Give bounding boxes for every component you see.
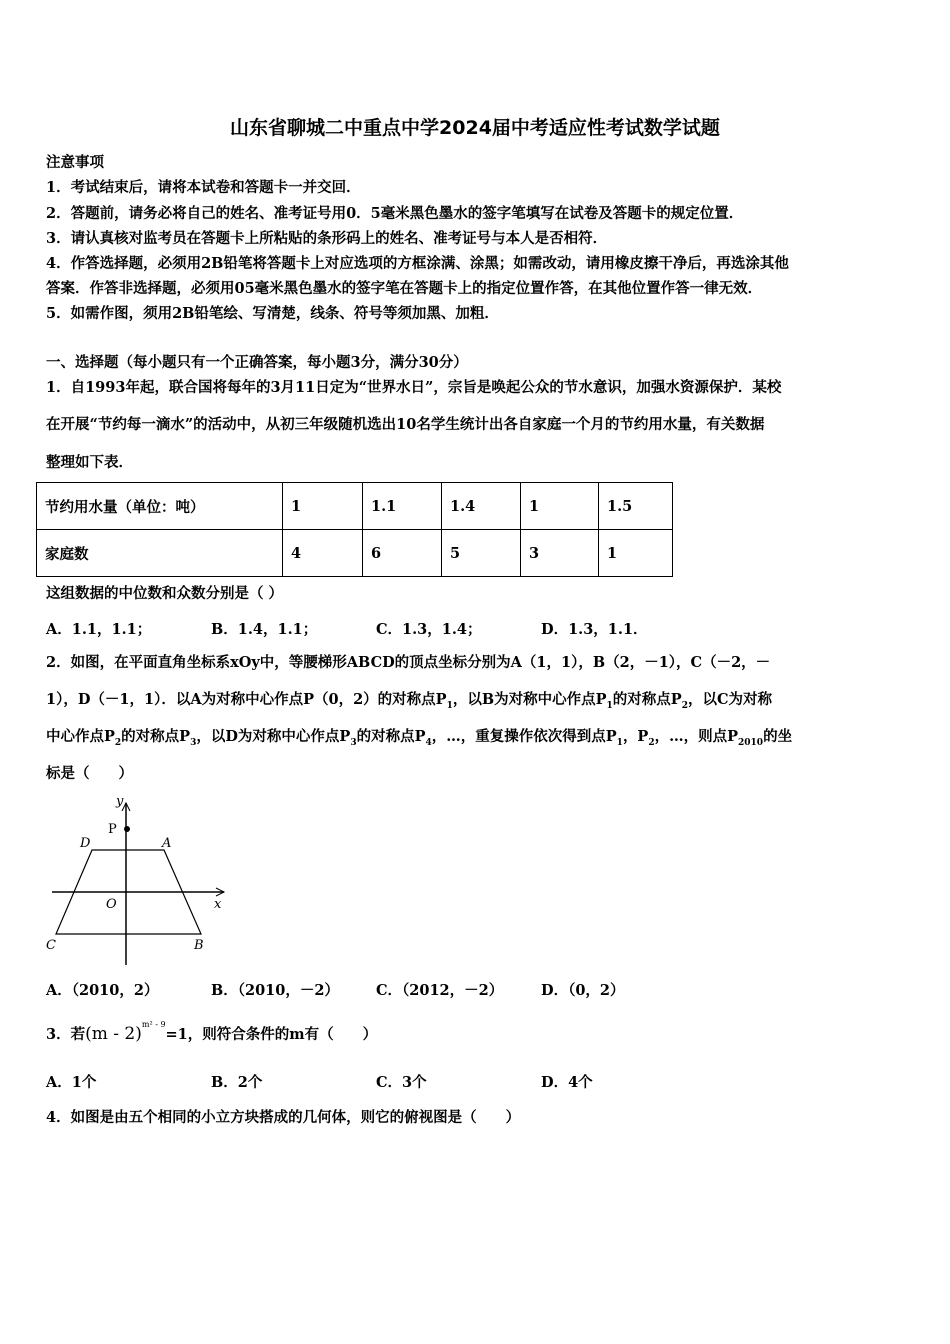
table-cell: 家庭数 [37,530,283,577]
q2-option-b[interactable]: B．（2010，－2） [211,982,339,999]
table-cell: 1.5 [599,483,673,530]
q3-text: 3．若(m - 2)$^{m^2 - 9}$=1，则符合条件的m有（ ） [46,1020,378,1044]
q1-option-b[interactable]: B．1.4，1.1； [211,621,318,638]
q3-option-c[interactable]: C．3个 [376,1074,427,1091]
q3-option-b[interactable]: B．2个 [211,1074,263,1091]
q2-text: 标是（ ） [46,765,133,782]
table-cell: 5 [442,530,521,577]
notice-item: 3．请认真核对监考员在答题卡上所粘贴的条形码上的姓名、准考证号与本人是否相符． [46,230,608,247]
q2-text: 1），D（－1，1）．以A为对称中心作点P（0，2）的对称点$P_1$，以B为对称中心作点$P_1$的对称点$P_2$，以C为对称 [46,691,772,711]
notice-item: 5．如需作图，须用2B铅笔绘、写清楚，线条、符号等须加黑、加粗． [46,305,499,322]
table-row [37,483,673,530]
label-b: B [194,938,204,953]
notice-item: 1．考试结束后，请将本试卷和答题卡一并交回． [46,179,361,196]
q2-option-d[interactable]: D．（0，2） [541,982,625,999]
q1-option-d[interactable]: D．1.3，1.1． [541,621,648,638]
table-cell: 1 [521,483,599,530]
notice-item: 答案．作答非选择题，必须用05毫米黑色墨水的签字笔在答题卡上的指定位置作答，在其他位置作答一律无效． [46,280,763,297]
q1-text: 整理如下表． [46,454,133,471]
q4-text: 4．如图是由五个相同的小立方块搭成的几何体，则它的俯视图是（ ） [46,1109,521,1126]
trapezoid-coordinate-figure [44,793,229,968]
notice-heading: 注意事项 [46,154,104,171]
table-cell: 1 [599,530,673,577]
q3-formula-base: (m - 2) [85,1024,142,1044]
table-cell: 3 [521,530,599,577]
table-cell: 6 [363,530,442,577]
label-o: O [106,897,117,912]
table-row [37,530,673,577]
q1-data-table [36,482,673,577]
table-cell: 1.4 [442,483,521,530]
q2-option-c[interactable]: C．（2012，－2） [376,982,504,999]
notice-item: 2．答题前，请务必将自己的姓名、准考证号用0．5毫米黑色墨水的签字笔填写在试卷及答题卡的规定位置． [46,205,744,222]
q1-text: 1．自1993年起，联合国将每年的3月11日定为“世界水日”，宗旨是唤起公众的节水意识，加强水资源保护．某校 [46,379,782,396]
table-cell: 4 [283,530,363,577]
page-title: 山东省聊城二中重点中学2024届中考适应性考试数学试题 [230,117,720,139]
table-cell: 节约用水量（单位：吨） [37,483,283,530]
notice-item: 4．作答选择题，必须用2B铅笔将答题卡上对应选项的方框涂满、涂黑；如需改动，请用橡皮擦干净后，再选涂其他 [46,255,789,272]
label-p: P [108,822,117,837]
q1-option-c[interactable]: C．1.3，1.4； [376,621,482,638]
table-cell: 1 [283,483,363,530]
point-p [124,826,130,832]
q3-formula-exponent: m² - 9 [141,1020,166,1029]
q2-text: 中心作点$P_2$的对称点$P_3$，以D为对称中心作点$P_3$的对称点$P_4$，…，重复操作依次得到点$P_1$，$P_2$，…，则点$P_{2010}$的坐 [46,728,793,748]
table-cell: 1.1 [363,483,442,530]
q1-question: 这组数据的中位数和众数分别是（ ） [46,585,284,602]
q2-text: 2．如图，在平面直角坐标系xOy中，等腰梯形ABCD的顶点坐标分别为A（1，1），B（2，－1），C（－2，－ [46,654,771,671]
q1-text: 在开展“节约每一滴水”的活动中，从初三年级随机选出10名学生统计出各自家庭一个月的节约用水量，有关数据 [46,416,765,433]
label-c: C [46,938,56,953]
section-heading: 一、选择题（每小题只有一个正确答案，每小题3分，满分30分） [46,354,468,371]
q2-option-a[interactable]: A．（2010，2） [46,982,159,999]
q3-option-a[interactable]: A．1个 [46,1074,97,1091]
label-d: D [80,836,91,851]
q1-option-a[interactable]: A．1.1，1.1； [46,621,152,638]
label-x: x [214,897,222,912]
q3-option-d[interactable]: D．4个 [541,1074,593,1091]
label-y: y [116,794,124,809]
label-a: A [162,836,172,851]
